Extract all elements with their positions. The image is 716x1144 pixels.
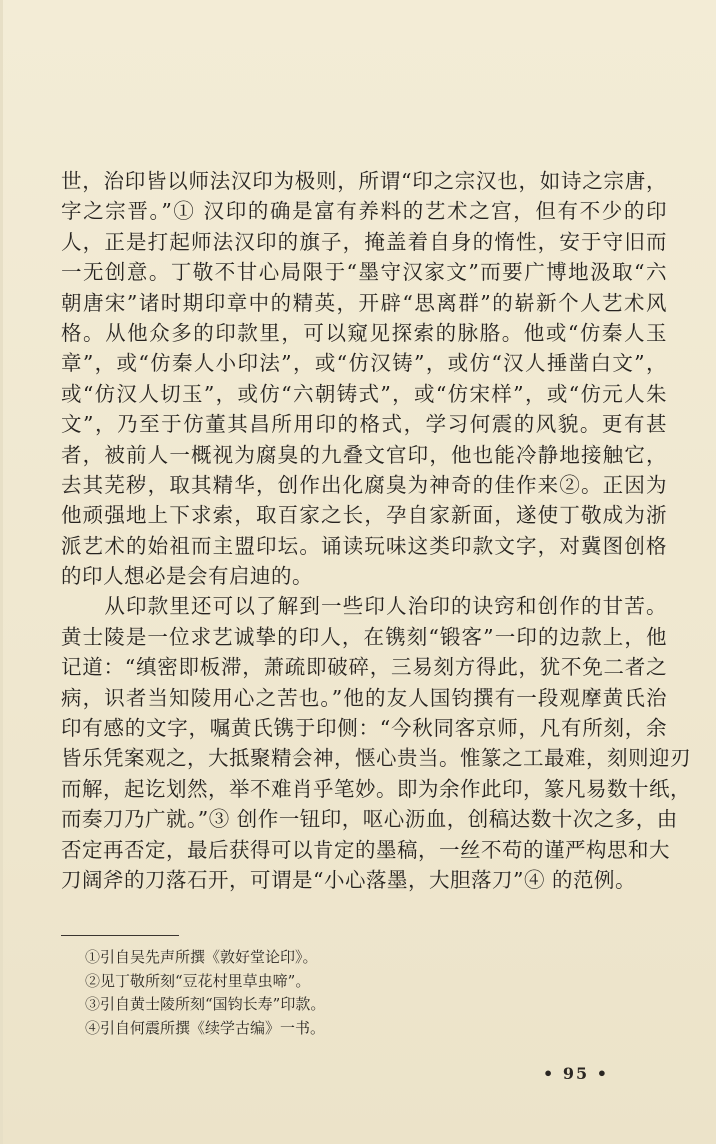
bullet-icon: •	[543, 1064, 556, 1083]
text-line: 而奏刀乃广就。”③ 创作一钮印，呕心沥血，创稿达数十次之多，由	[61, 807, 678, 832]
text-line: 否定再否定，最后获得可以肯定的墨稿，一丝不苟的谨严构思和大	[61, 837, 670, 862]
page-number	[539, 1064, 613, 1083]
body-text	[61, 166, 691, 895]
text-line: 病，识者当知陵用心之苦也。”他的友人国钧撰有一段观摩黄氏治	[61, 685, 667, 710]
text-line: 去其芜秽，取其精华，创作出化腐臭为神奇的佳作来②。正因为	[61, 472, 667, 497]
bullet-icon: •	[596, 1064, 609, 1083]
text-line: 皆乐凭案观之，大抵聚精会神，惬心贵当。惟篆之工最难，刻则迎刃	[61, 746, 691, 771]
text-line: 朝唐宋”诸时期印章中的精英，开辟“思离群”的崭新个人艺术风	[61, 290, 667, 315]
text-line: 而解，起讫划然，举不难肖乎笔妙。即为余作此印，篆凡易数十纸，	[61, 776, 691, 801]
footnote-divider	[61, 935, 179, 936]
text-line: 印有感的文字，嘱黄氏镌于印侧：“今秋同客京师，凡有所刻，余	[61, 716, 667, 741]
text-line: 或“仿汉人切玉”，或仿“六朝铸式”，或“仿宋样”，或“仿元人朱	[61, 381, 667, 406]
text-line: 世，治印皆以师法汉印为极则，所谓“印之宗汉也，如诗之宗唐，	[61, 169, 667, 193]
footnote: ④引自何震所撰《续学古编》一书。	[85, 1018, 326, 1037]
text-line: 从印款里还可以了解到一些印人治印的诀窍和创作的甘苦。	[61, 594, 667, 619]
page-number-value: 95	[562, 1064, 590, 1083]
text-line: 派艺术的始祖而主盟印坛。诵读玩味这类印款文字，对冀图创格	[61, 533, 667, 558]
paragraph-1	[61, 166, 667, 591]
text-line: 格。从他众多的印款里，可以窥见探索的脉胳。他或“仿秦人玉	[61, 320, 667, 345]
text-line: 文”，乃至于仿董其昌所用印的格式，学习何震的风貌。更有甚	[61, 412, 667, 437]
text-line: 刀阔斧的刀落石开，可谓是“小心落墨，大胆落刀”④ 的范例。	[61, 867, 636, 892]
text-line: 记道：“缜密即板滞，萧疏即破碎，三易刻方得此，犹不免二者之	[61, 655, 667, 680]
text-line: 字之宗晋。”① 汉印的确是富有养料的艺术之宫，但有不少的印	[61, 199, 667, 224]
footnotes	[85, 946, 505, 1040]
footnote: ③引自黄士陵所刻“国钧长寿”印款。	[85, 995, 326, 1013]
text-line: 人，正是打起师法汉印的旗子，掩盖着自身的惰性，安于守旧而	[61, 229, 667, 254]
text-line: 黄士陵是一位求艺诚挚的印人，在镌刻“锻客”一印的边款上，他	[61, 624, 667, 649]
text-line: 者，被前人一概视为腐臭的九叠文官印，他也能冷静地接触它，	[61, 442, 667, 467]
text-line: 一无创意。丁敬不甘心局限于“墨守汉家文”而要广博地汲取“六	[61, 260, 667, 285]
text-line: 章”，或“仿秦人小印法”，或“仿汉铸”，或仿“汉人捶凿白文”，	[61, 351, 667, 376]
footnote: ②见丁敬所刻“豆花村里草虫啼”。	[85, 971, 311, 990]
text-line: 他顽强地上下求索，取百家之长，孕自家新面，遂使丁敬成为浙	[61, 503, 667, 528]
footnote: ①引自吴先声所撰《敦好堂论印》。	[85, 948, 318, 966]
paragraph-2	[61, 591, 691, 895]
text-line: 的印人想必是会有启迪的。	[61, 564, 313, 589]
